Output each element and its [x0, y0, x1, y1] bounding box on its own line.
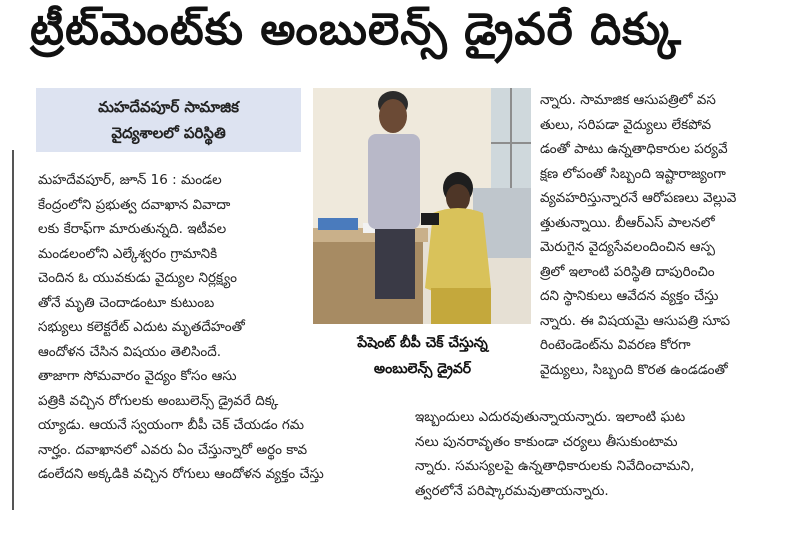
text-line: సభ్యులు కలెక్టరేట్ ఎదుట మృతదేహంతో	[38, 319, 245, 335]
text-line: పత్రికి వచ్చిన రోగులకు అంబులెన్స్ డ్రైవరే దిక్క	[38, 392, 279, 409]
text-line: త్రిలో ఇలాంటి పరిస్థితి దాపురించిం	[540, 263, 715, 280]
column-2-text	[540, 88, 788, 382]
subheadline-box	[36, 88, 301, 152]
text-line: క్షణ లోపంతో సిబ్బంది ఇష్టారాజ్యంగా	[540, 165, 726, 182]
text-line: వ్యవహరిస్తున్నారనే ఆరోపణలు వెల్లువె	[540, 190, 737, 206]
text-line: య్యాడు. ఆయనే స్వయంగా బీపీ చెక్ చేయడం గమ	[38, 417, 305, 433]
text-line: న్నారు. సామాజిక ఆసుపత్రిలో వస	[540, 92, 716, 108]
subheadline-line: వైద్యశాలలో పరిస్థితి	[111, 124, 226, 142]
text-line: రింటెండెంట్‌ను వివరణ కోరగా	[540, 337, 691, 353]
text-line: ఆందోళన చేసిన విషయం తెలిసిందే.	[38, 343, 222, 360]
text-line: లకు కేరాఫ్‌గా మారుతున్నది. ఇటీవల	[38, 221, 227, 237]
text-line: న్నారు. సమస్యలపై ఉన్నతాధికారులకు నివేదించామని,	[415, 458, 695, 474]
column-3-text	[415, 405, 788, 503]
text-line: తాజాగా సోమవారం వైద్యం కోసం ఆసు	[38, 368, 237, 384]
caption-line: అంబులెన్స్ డ్రైవర్	[373, 361, 472, 377]
text-line: మహదేవపూర్, జూన్ 16 : మండల	[38, 172, 222, 188]
text-line: డంలేదని అక్కడికి వచ్చిన రోగులు ఆందోళన వ్యక్తం చేస్తు	[38, 466, 324, 482]
subheadline-line: మహదేవపూర్ సామాజిక	[98, 98, 239, 116]
text-line: త్తుతున్నాయి. బీఆర్ఎస్ పాలనలో	[540, 214, 715, 231]
text-line: డంతో పాటు ఉన్నతాధికారుల పర్యవే	[540, 141, 728, 157]
text-line: త్వరలోనే పరిష్కారమవుతాయన్నారు.	[415, 482, 609, 499]
text-line: మెరుగైన వైద్యసేవలందించిన ఆస్ప	[540, 239, 715, 255]
text-line: నలు పునరావృతం కాకుండా చర్యలు తీసుకుంటామ	[415, 433, 678, 450]
text-line: చెందిన ఓ యువకుడు వైద్యుల నిర్లక్ష్యం	[38, 270, 237, 286]
text-line: తులు, సరిపడా వైద్యులు లేకపోవ	[540, 116, 712, 133]
text-line: కేంద్రంలోని ప్రభుత్వ దవాఖాన వివాదా	[38, 196, 231, 213]
text-line: తోనే మృతి చెందాడంటూ కుటుంబ	[38, 294, 215, 311]
text-line: న్నారు. ఈ విషయమై ఆసుపత్రి సూప	[540, 312, 731, 329]
text-line: దని స్థానికులు ఆవేదన వ్యక్తం చేస్తు	[540, 288, 719, 304]
photo-caption	[320, 330, 525, 382]
text-line: నార్హం. దవాఖానలో ఎవరు ఏం చేస్తున్నారో అర్థం కావ	[38, 441, 308, 458]
text-line: వైద్యులు, సిబ్బంది కొరత ఉండడంతో	[540, 361, 728, 378]
headline: ట్రీట్‌మెంట్‌కు అంబులెన్స్ డ్రైవరే దిక్కు	[30, 4, 682, 55]
caption-line: పేషెంట్ బీపీ చెక్ చేస్తున్న	[357, 335, 488, 351]
photo-illustration	[313, 88, 531, 324]
column-rule	[12, 150, 14, 510]
text-line: ఇబ్బందులు ఎదురవుతున్నాయన్నారు. ఇలాంటి ఘట	[415, 409, 686, 425]
news-photo	[313, 88, 531, 324]
text-line: మండలంలోని ఎల్కేశ్వరం గ్రామానికి	[38, 245, 218, 262]
